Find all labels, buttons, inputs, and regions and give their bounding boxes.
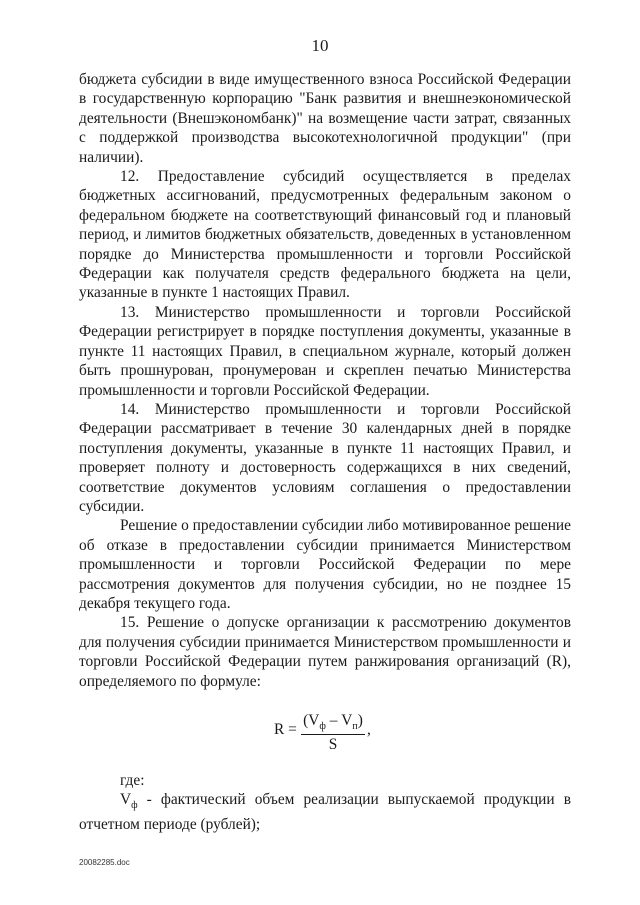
formula-lhs: R =	[274, 721, 297, 738]
page-number: 10	[311, 36, 329, 55]
document-code: 20082285.doc	[79, 858, 130, 867]
formula-minus: – V	[325, 712, 353, 729]
ranking-formula	[274, 712, 394, 752]
paragraph-continuation: бюджета субсидии в виде имущественного взноса Российской Федерации в государственную корпорацию "Банк развития и внешнеэкономической деятельности (Внешэкономбанк)" на возмещение части затрат, связанных с поддержкой производства высокотехнологичной продукции" (при наличии).	[79, 71, 571, 166]
paragraph-12: 12. Предоставление субсидий осуществляется в пределах бюджетных ассигнований, предусмотренных федеральным законом о федеральном бюджете на соответствующий финансовый год и плановый период, и лимитов бюджетных обязательств, доведенных в установленном порядке до Министерства промышленности и торговли Российской Федерации как получателя средств федерального бюджета на цели, указанные в пункте 1 настоящих Правил.	[79, 168, 571, 302]
paragraph-decision: Решение о предоставлении субсидии либо мотивированное решение об отказе в предоставлении субсидии принимается Министерством промышленности и торговли Российской Федерации по мере рассмотрения документов для получения субсидии, но не позднее 15 декабря текущего года.	[79, 517, 571, 612]
definition-vf	[79, 790, 571, 835]
paragraph-14: 14. Министерство промышленности и торговли Российской Федерации рассматривает в течение 30 календарных дней в порядке поступления документы, указанные в пункте 11 настоящих Правил, и проверяет полноту и достоверность содержащихся в них сведений, соответствие документов условиям соглашения о предоставлении субсидии.	[79, 400, 571, 515]
formula-comma: ,	[367, 721, 371, 738]
formula-denominator: S	[328, 736, 338, 754]
paragraph-13: 13. Министерство промышленности и торговли Российской Федерации регистрирует в порядке поступления документы, указанные в пункте 11 настоящих Правил, в специальном журнале, который должен быть прошнурован, пронумерован и скреплен печатью Министерства промышленности и торговли Российской Федерации.	[79, 303, 571, 399]
document-body	[79, 70, 571, 691]
fraction-bar	[301, 734, 365, 735]
formula-sub-f: ф	[319, 721, 326, 733]
paragraph-15: 15. Решение о допуске организации к рассмотрению документов для получения субсидии принимается Министерством промышленности и торговли Российской Федерации путем ранжирования организаций (R), определяемого по формуле:	[79, 614, 571, 690]
definition-symbol: V	[120, 791, 132, 808]
where-label: где:	[120, 772, 145, 789]
formula-sub-p: п	[352, 721, 358, 733]
formula-numerator	[301, 712, 365, 732]
formula-open: (V	[303, 712, 320, 729]
formula-fraction	[301, 712, 365, 754]
definition-sub: ф	[131, 800, 138, 812]
formula-close: )	[357, 712, 363, 729]
definition-text: - фактический объем реализации выпускаемой продукции в отчетном периоде (рублей);	[79, 791, 571, 834]
definition-block	[79, 790, 571, 835]
